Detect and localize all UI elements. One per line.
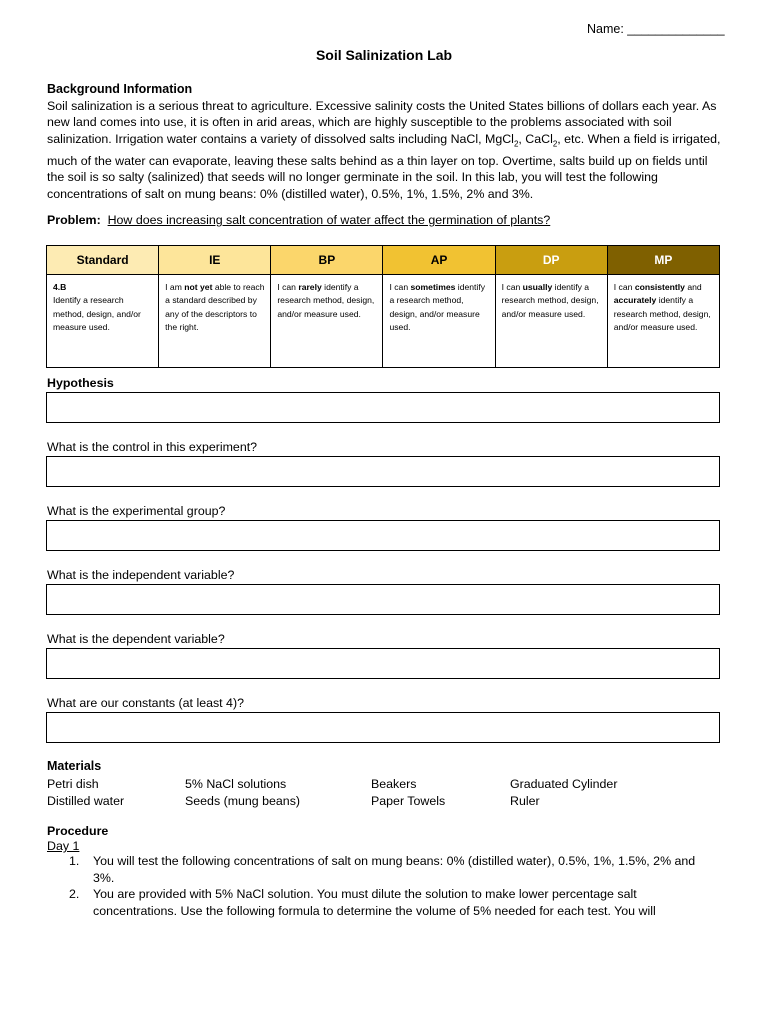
- procedure-day-label: Day 1: [47, 839, 80, 853]
- cell-text: identify a research method, design, and/or measure used.: [277, 282, 375, 319]
- rubric-cell-bp: [271, 275, 383, 368]
- background-paragraph: [47, 98, 722, 202]
- cell-text: and: [684, 282, 702, 292]
- procedure-section: [47, 824, 707, 919]
- control-question-label: What is the control in this experiment?: [47, 440, 258, 454]
- rubric-cell-standard: [47, 275, 159, 368]
- problem-label: Problem:: [47, 213, 101, 227]
- material-item: Ruler: [510, 793, 540, 808]
- step-text: You are provided with 5% NaCl solution. You must dilute the solution to make lower percentage salt concentrations. Use the following formula to determine the volume of 5% needed for each test. You will: [93, 887, 656, 918]
- cell-text: I can: [613, 282, 635, 292]
- materials-column: [185, 776, 300, 809]
- hypothesis-label: Hypothesis: [47, 376, 114, 390]
- cell-text: I am: [165, 282, 185, 292]
- material-item: Paper Towels: [371, 793, 446, 808]
- independent-answer-box[interactable]: [46, 584, 720, 615]
- material-item: Petri dish: [47, 777, 99, 791]
- hypothesis-answer-box[interactable]: [46, 392, 720, 423]
- constants-answer-box[interactable]: [46, 712, 720, 743]
- rubric-header-dp: DP: [495, 246, 607, 275]
- background-text-3: , etc. When a field is irrigated, much of the water can evaporate, leaving these salts behind as a thin layer on top. Overtime, salts build up on fields until the soil is so salty (salinized) that seeds will no longer germinate in the soil. In this lab, you will test the following concentrations of salt on mung beans: 0% (distilled water), 0.5%, 1%, 1.5%, 2% and 3%.: [47, 131, 721, 201]
- background-text-2: , CaCl: [518, 131, 553, 146]
- dependent-question-label: What is the dependent variable?: [47, 632, 225, 646]
- subscript-2: 2: [513, 139, 519, 149]
- cell-text: identify a research method, design, and/or measure used.: [613, 295, 711, 332]
- dependent-answer-box[interactable]: [46, 648, 720, 679]
- cell-bold: 4.B: [53, 282, 67, 292]
- rubric-body-row: [47, 275, 720, 368]
- materials-column: [47, 776, 124, 809]
- rubric-header-bp: BP: [271, 246, 383, 275]
- cell-bold: sometimes: [410, 282, 456, 292]
- rubric-header-mp: MP: [607, 246, 719, 275]
- procedure-step: [47, 853, 707, 886]
- cell-text: I can: [277, 282, 299, 292]
- step-number: 1.: [69, 854, 80, 868]
- experimental-answer-box[interactable]: [46, 520, 720, 551]
- cell-bold: not yet: [184, 282, 213, 292]
- independent-question-label: What is the independent variable?: [47, 568, 235, 582]
- cell-text: I can: [501, 282, 523, 292]
- rubric-header-row: [47, 246, 720, 275]
- page-title: Soil Salinization Lab: [315, 47, 453, 63]
- cell-bold: rarely: [298, 282, 322, 292]
- cell-bold: accurately: [613, 295, 657, 306]
- rubric-header-ap: AP: [383, 246, 495, 275]
- rubric-cell-ap: [383, 275, 495, 368]
- subscript-2b: 2: [552, 139, 558, 149]
- material-item: Seeds (mung beans): [185, 793, 301, 808]
- control-answer-box[interactable]: [46, 456, 720, 487]
- rubric-header-ie: IE: [159, 246, 271, 275]
- materials-column: [371, 776, 445, 809]
- cell-text: Identify a research method, design, and/or measure used.: [53, 295, 141, 332]
- material-item: Beakers: [371, 777, 417, 791]
- cell-text: identify a research method, design, and/or measure used.: [389, 282, 486, 332]
- problem-question: How does increasing salt concentration of water affect the germination of plants?: [107, 213, 551, 227]
- name-field-label: Name: ______________: [587, 22, 725, 36]
- material-item: Graduated Cylinder: [510, 777, 618, 791]
- step-number: 2.: [69, 887, 80, 901]
- materials-heading: Materials: [47, 759, 102, 773]
- cell-bold: usually: [522, 282, 553, 292]
- procedure-step: [47, 886, 707, 919]
- cell-bold: consistently: [634, 282, 685, 292]
- background-heading: Background Information: [47, 82, 193, 96]
- problem-statement: [47, 213, 550, 227]
- rubric-header-standard: Standard: [47, 246, 159, 275]
- rubric-table: [46, 245, 720, 368]
- background-text-1: Soil salinization is a serious threat to agriculture. Excessive salinity costs the United States billions of dollars each year. As new land comes into use, it is often in arid areas, which are highly susceptible to the problems associated with soil salinization. Irrigation water contains a variety of dissolved salts including NaCl, MgCl: [47, 99, 717, 146]
- materials-column: [510, 776, 617, 809]
- rubric-cell-mp: [607, 275, 719, 368]
- rubric-cell-dp: [495, 275, 607, 368]
- procedure-heading: Procedure: [47, 824, 109, 838]
- cell-text: able to reach a standard described by any of the descriptors to the right.: [165, 282, 265, 332]
- cell-text: I can: [389, 282, 411, 292]
- cell-text: identify a research method, design, and/or measure used.: [501, 282, 599, 319]
- rubric-cell-ie: [159, 275, 271, 368]
- procedure-steps: [47, 853, 707, 919]
- material-item: Distilled water: [47, 793, 125, 808]
- step-text: You will test the following concentrations of salt on mung beans: 0% (distilled water), 0.5%, 1%, 1.5%, 2% and 3%.: [93, 854, 696, 885]
- experimental-question-label: What is the experimental group?: [47, 504, 226, 518]
- material-item: 5% NaCl solutions: [185, 777, 287, 791]
- constants-question-label: What are our constants (at least 4)?: [47, 696, 244, 710]
